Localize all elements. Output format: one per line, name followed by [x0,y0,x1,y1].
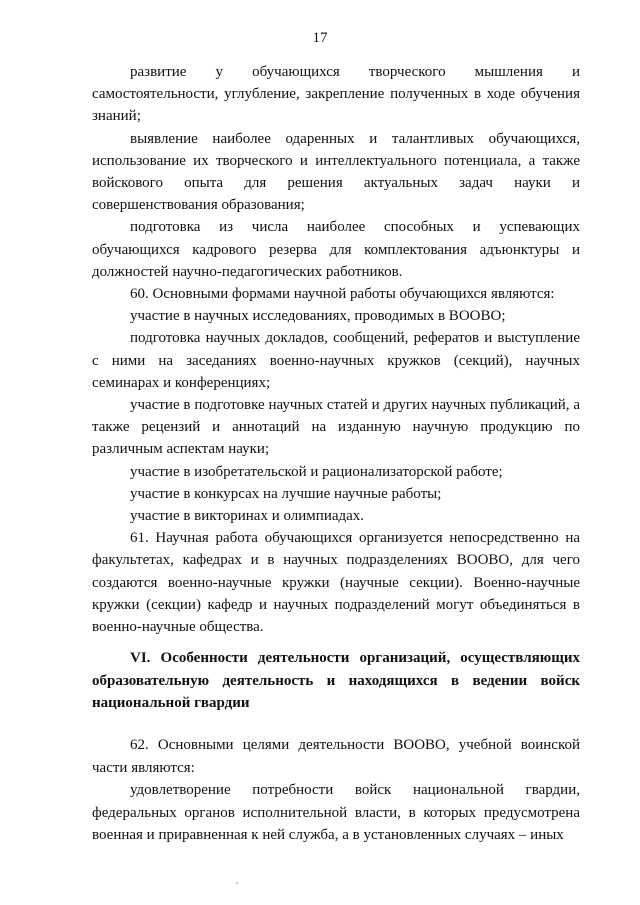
body-text [92,61,580,638]
paragraph: подготовка научных докладов, сообщений, рефератов и выступление с ними на заседаниях военно-научных кружков (секций), научных семинарах и конференциях; [92,330,580,391]
paragraph: участие в викторинах и олимпиадах. [130,508,365,525]
paragraph: участие в научных исследованиях, проводимых в ВООВО; [130,308,506,325]
paragraph: выявление наиболее одаренных и талантливых обучающихся, использование их творческого и интеллектуального потенциала, а также войскового опыта для решения актуальных задач науки и совершенствования образования; [92,130,580,214]
section-heading: VI. Особенности деятельности организаций, осуществляющих образовательную деятельность и находящихся в ведении войск национальной гвардии [92,650,580,711]
paragraph: 62. Основными целями деятельности ВООВО, учебной воинской части являются: [92,737,580,776]
page-number: 17 [312,30,328,46]
paragraph: удовлетворение потребности войск национальной гвардии, федеральных органов исполнительной власти, в которых предусмотрена военная и приравненная к ней служба, а в установленных случаях – иных [92,782,580,843]
paragraph: 61. Научная работа обучающихся организуется непосредственно на факультетах, кафедрах и в научных подразделениях ВООВО, для чего создаются военно-научные кружки (научные секции). Военно-научные кружки (секции) кафедр и научных подразделений могут объединяться в военно-научные общества. [92,530,580,636]
scan-speck [236,882,238,884]
paragraph: подготовка из числа наиболее способных и успевающих обучающихся кадрового резерва для комплектования адъюнктуры и должностей научно-педагогических работников. [92,219,580,280]
paragraph: участие в конкурсах на лучшие научные работы; [130,485,442,502]
paragraph: участие в подготовке научных статей и других научных публикаций, а также рецензий и аннотаций на изданную научную продукцию по различным аспектам науки; [92,397,580,458]
paragraph: развитие у обучающихся творческого мышления и самостоятельности, углубление, закрепление полученных в ходе обучения знаний; [92,64,580,125]
paragraph: участие в изобретательской и рационализаторской работе; [130,463,503,480]
body-text-continued [92,734,580,847]
paragraph: 60. Основными формами научной работы обучающихся являются: [130,286,555,303]
